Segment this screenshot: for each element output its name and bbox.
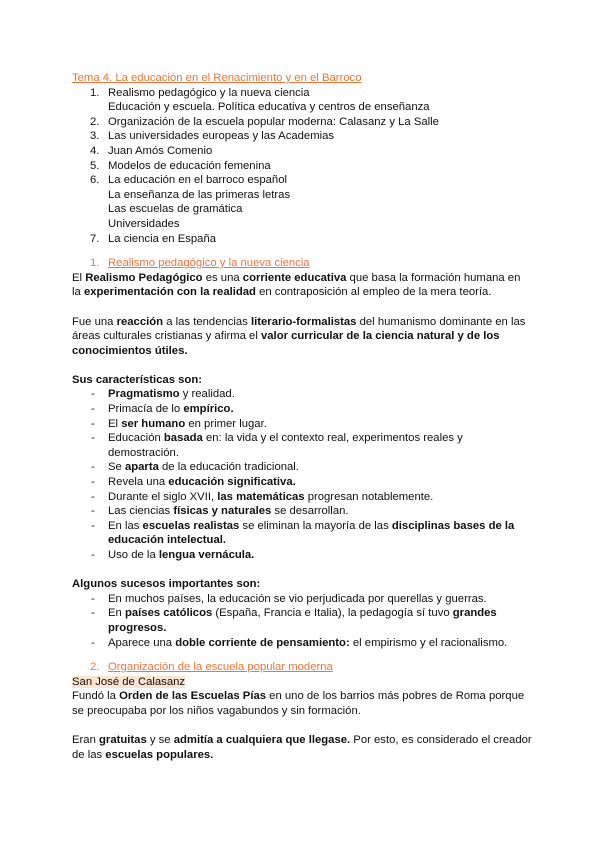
toc-item: 2. Organización de la escuela popular moderna: Calasanz y La Salle xyxy=(90,115,439,128)
toc-item: 7. La ciencia en España xyxy=(90,232,217,245)
toc-item: 3. Las universidades europeas y las Academias xyxy=(90,130,335,143)
list-item: - Durante el siglo XVII, las matemáticas progresan notablemente. xyxy=(72,490,532,505)
list-item: - El ser humano en primer lugar. xyxy=(72,417,532,432)
section-2-paragraph-2: Eran gratuitas y se admitía a cualquiera que llegase. Por esto, es considerado el creador de las escuelas populares. xyxy=(72,734,532,761)
section-1-paragraph-2: Fue una reacción a las tendencias literario-formalistas del humanismo dominante en las áreas culturales cristianas y afirma el valor curricular de la ciencia natural y de los conocimientos útiles. xyxy=(72,315,526,357)
table-of-contents xyxy=(72,86,532,247)
document-title[interactable]: Tema 4. La educación en el Renacimiento y en el Barroco xyxy=(72,72,362,84)
list-item: - En muchos países, la educación se vio perjudicada por querellas y guerras. xyxy=(72,592,532,607)
toc-item: 5. Modelos de educación femenina xyxy=(90,159,271,172)
section-2-paragraph-1: Fundó la Orden de las Escuelas Pías en uno de los barrios más pobres de Roma porque se preocupaba por los niños vagabundos y sin formación. xyxy=(72,690,525,717)
list-item: - Educación basada en: la vida y el contexto real, experimentos reales y demostración. xyxy=(72,431,532,460)
document-content xyxy=(72,71,532,762)
list-item: - En países católicos (España, Francia e Italia), la pedagogía sí tuvo grandes progresos. xyxy=(72,606,532,635)
list-item: - Las ciencias físicas y naturales se desarrollan. xyxy=(72,504,532,519)
characteristics-heading: Sus características son: xyxy=(72,373,202,386)
list-item: - Primacía de lo empírico. xyxy=(72,402,532,417)
list-item: - Aparece una doble corriente de pensamiento: el empirismo y el racionalismo. xyxy=(72,636,532,651)
section-2-heading[interactable]: 2. Organización de la escuela popular moderna xyxy=(90,661,333,674)
section-1-heading[interactable]: 1. Realismo pedagógico y la nueva ciencia xyxy=(90,257,310,270)
list-item: - Revela una educación significativa. xyxy=(72,475,532,490)
list-item: - Pragmatismo y realidad. xyxy=(72,387,532,402)
toc-item: 6. La educación en el barroco español La enseñanza de las primeras letras Las escuelas de gramática Universidades xyxy=(90,174,291,230)
section-1-paragraph-1: El Realismo Pedagógico es una corriente educativa que basa la formación humana en la experimentación con la realidad en contraposición al empleo de la mera teoría. xyxy=(72,271,521,299)
events-list xyxy=(72,592,532,650)
list-item: - Uso de la lengua vernácula. xyxy=(72,548,532,563)
section-2-subheading: San José de Calasanz xyxy=(72,675,186,688)
toc-item: 4. Juan Amós Comenio xyxy=(90,144,213,157)
list-item: - En las escuelas realistas se eliminan la mayoría de las disciplinas bases de la educación intelectual. xyxy=(72,519,532,548)
characteristics-list xyxy=(72,387,532,562)
toc-item: 1. Realismo pedagógico y la nueva ciencia Educación y escuela. Política educativa y centros de enseñanza xyxy=(90,86,430,114)
events-heading: Algunos sucesos importantes son: xyxy=(72,578,261,591)
list-item: - Se aparta de la educación tradicional. xyxy=(72,460,532,475)
